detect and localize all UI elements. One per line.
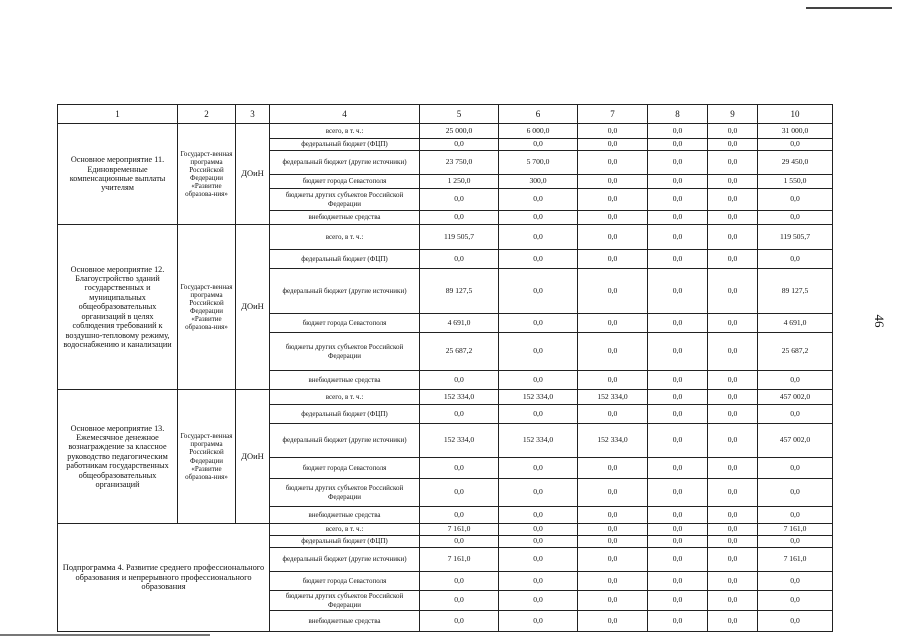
amount-cell: 0,0	[648, 314, 708, 333]
amount-cell: 0,0	[758, 405, 833, 424]
funding-source: внебюджетные средства	[270, 611, 420, 632]
amount-cell: 0,0	[708, 611, 758, 632]
column-header: 6	[499, 105, 578, 124]
amount-cell: 89 127,5	[420, 269, 499, 314]
amount-cell: 0,0	[420, 611, 499, 632]
table-row	[58, 225, 833, 250]
amount-cell: 0,0	[578, 269, 648, 314]
amount-cell: 0,0	[648, 124, 708, 139]
amount-cell: 0,0	[708, 269, 758, 314]
funding-source: бюджет города Севастополя	[270, 458, 420, 479]
program-name: Государст-венная программа Российской Федерации «Развитие образова-ния»	[178, 225, 236, 390]
amount-cell: 0,0	[578, 139, 648, 151]
amount-cell: 0,0	[578, 507, 648, 524]
table-row	[58, 524, 833, 536]
amount-cell: 0,0	[499, 225, 578, 250]
funding-source: внебюджетные средства	[270, 371, 420, 390]
amount-cell: 0,0	[758, 189, 833, 211]
amount-cell: 0,0	[648, 333, 708, 371]
amount-cell: 0,0	[499, 314, 578, 333]
amount-cell: 0,0	[578, 189, 648, 211]
amount-cell: 0,0	[708, 572, 758, 591]
amount-cell: 0,0	[648, 479, 708, 507]
amount-cell: 0,0	[648, 507, 708, 524]
amount-cell: 0,0	[708, 175, 758, 189]
amount-cell: 0,0	[420, 591, 499, 611]
amount-cell: 0,0	[420, 189, 499, 211]
header-row	[58, 105, 833, 124]
funding-source: бюджеты других субъектов Российской Федерации	[270, 333, 420, 371]
amount-cell: 0,0	[708, 479, 758, 507]
amount-cell: 25 687,2	[420, 333, 499, 371]
amount-cell: 457 002,0	[758, 424, 833, 458]
amount-cell: 0,0	[420, 371, 499, 390]
amount-cell: 23 750,0	[420, 151, 499, 175]
amount-cell: 0,0	[758, 507, 833, 524]
amount-cell: 1 250,0	[420, 175, 499, 189]
amount-cell: 0,0	[758, 611, 833, 632]
amount-cell: 0,0	[648, 225, 708, 250]
amount-cell: 0,0	[420, 405, 499, 424]
amount-cell: 0,0	[708, 536, 758, 548]
amount-cell: 0,0	[578, 458, 648, 479]
amount-cell: 0,0	[578, 225, 648, 250]
amount-cell: 0,0	[578, 524, 648, 536]
amount-cell: 0,0	[499, 458, 578, 479]
amount-cell: 0,0	[499, 405, 578, 424]
amount-cell: 152 334,0	[578, 424, 648, 458]
amount-cell: 0,0	[648, 250, 708, 269]
amount-cell: 0,0	[648, 611, 708, 632]
amount-cell: 29 450,0	[758, 151, 833, 175]
funding-source: федеральный бюджет (ФЦП)	[270, 139, 420, 151]
funding-source: федеральный бюджет (другие источники)	[270, 548, 420, 572]
amount-cell: 0,0	[578, 211, 648, 225]
amount-cell: 0,0	[648, 390, 708, 405]
amount-cell: 152 334,0	[499, 424, 578, 458]
funding-source: бюджеты других субъектов Российской Федерации	[270, 591, 420, 611]
amount-cell: 0,0	[420, 572, 499, 591]
column-header: 7	[578, 105, 648, 124]
column-header: 10	[758, 105, 833, 124]
amount-cell: 25 000,0	[420, 124, 499, 139]
amount-cell: 7 161,0	[758, 548, 833, 572]
amount-cell: 0,0	[578, 314, 648, 333]
event-name: Основное мероприятие 11. Единовременные компенсационные выплаты учителям	[58, 124, 178, 225]
amount-cell: 0,0	[758, 572, 833, 591]
amount-cell: 0,0	[420, 458, 499, 479]
amount-cell: 0,0	[758, 591, 833, 611]
amount-cell: 0,0	[578, 536, 648, 548]
amount-cell: 0,0	[499, 536, 578, 548]
amount-cell: 300,0	[499, 175, 578, 189]
amount-cell: 0,0	[648, 189, 708, 211]
amount-cell: 31 000,0	[758, 124, 833, 139]
funding-source: бюджет города Севастополя	[270, 175, 420, 189]
amount-cell: 5 700,0	[499, 151, 578, 175]
amount-cell: 0,0	[648, 424, 708, 458]
amount-cell: 0,0	[758, 371, 833, 390]
amount-cell: 0,0	[499, 524, 578, 536]
amount-cell: 0,0	[758, 211, 833, 225]
amount-cell: 0,0	[499, 269, 578, 314]
amount-cell: 0,0	[648, 371, 708, 390]
amount-cell: 0,0	[708, 225, 758, 250]
funding-source: внебюджетные средства	[270, 507, 420, 524]
amount-cell: 0,0	[420, 250, 499, 269]
amount-cell: 0,0	[648, 591, 708, 611]
amount-cell: 89 127,5	[758, 269, 833, 314]
amount-cell: 0,0	[708, 591, 758, 611]
funding-source: всего, в т. ч.:	[270, 225, 420, 250]
column-header: 3	[236, 105, 270, 124]
amount-cell: 0,0	[758, 536, 833, 548]
column-header: 1	[58, 105, 178, 124]
amount-cell: 0,0	[758, 458, 833, 479]
amount-cell: 0,0	[708, 124, 758, 139]
executor: ДОиН	[236, 390, 270, 524]
amount-cell: 0,0	[578, 124, 648, 139]
amount-cell: 0,0	[420, 507, 499, 524]
amount-cell: 0,0	[420, 211, 499, 225]
amount-cell: 0,0	[578, 405, 648, 424]
amount-cell: 0,0	[708, 333, 758, 371]
amount-cell: 6 000,0	[499, 124, 578, 139]
amount-cell: 0,0	[499, 139, 578, 151]
amount-cell: 0,0	[499, 611, 578, 632]
column-header: 4	[270, 105, 420, 124]
column-header: 8	[648, 105, 708, 124]
executor: ДОиН	[236, 124, 270, 225]
amount-cell: 0,0	[578, 611, 648, 632]
amount-cell: 0,0	[708, 211, 758, 225]
amount-cell: 152 334,0	[420, 424, 499, 458]
subprogram-title: Подпрограмма 4. Развитие среднего профессионального образования и непрерывного профессионального образования	[58, 524, 270, 632]
amount-cell: 0,0	[708, 424, 758, 458]
amount-cell: 0,0	[648, 548, 708, 572]
amount-cell: 0,0	[420, 139, 499, 151]
table-row	[58, 390, 833, 405]
program-name: Государст-венная программа Российской Федерации «Развитие образова-ния»	[178, 390, 236, 524]
amount-cell: 0,0	[708, 548, 758, 572]
funding-source: всего, в т. ч.:	[270, 390, 420, 405]
column-header: 9	[708, 105, 758, 124]
amount-cell: 0,0	[499, 548, 578, 572]
table-row	[58, 124, 833, 139]
amount-cell: 0,0	[578, 250, 648, 269]
amount-cell: 0,0	[708, 390, 758, 405]
amount-cell: 0,0	[499, 591, 578, 611]
amount-cell: 0,0	[648, 175, 708, 189]
amount-cell: 0,0	[578, 333, 648, 371]
amount-cell: 0,0	[648, 139, 708, 151]
amount-cell: 0,0	[648, 405, 708, 424]
amount-cell: 4 691,0	[758, 314, 833, 333]
amount-cell: 0,0	[578, 371, 648, 390]
amount-cell: 0,0	[578, 591, 648, 611]
amount-cell: 152 334,0	[420, 390, 499, 405]
amount-cell: 0,0	[578, 175, 648, 189]
funding-source: внебюджетные средства	[270, 211, 420, 225]
amount-cell: 0,0	[708, 458, 758, 479]
column-header: 5	[420, 105, 499, 124]
column-header: 2	[178, 105, 236, 124]
funding-source: федеральный бюджет (другие источники)	[270, 151, 420, 175]
amount-cell: 0,0	[708, 371, 758, 390]
amount-cell: 119 505,7	[758, 225, 833, 250]
amount-cell: 0,0	[648, 211, 708, 225]
amount-cell: 0,0	[648, 536, 708, 548]
amount-cell: 0,0	[708, 250, 758, 269]
event-name: Основное мероприятие 13. Ежемесячное денежное вознаграждение за классное руководство педагогическим работникам государственных общеобразовательных организаций	[58, 390, 178, 524]
amount-cell: 7 161,0	[420, 524, 499, 536]
funding-source: бюджет города Севастополя	[270, 314, 420, 333]
amount-cell: 0,0	[578, 572, 648, 591]
amount-cell: 0,0	[708, 314, 758, 333]
executor: ДОиН	[236, 225, 270, 390]
program-name: Государст-венная программа Российской Федерации «Развитие образова-ния»	[178, 124, 236, 225]
amount-cell: 0,0	[758, 479, 833, 507]
funding-source: федеральный бюджет (другие источники)	[270, 424, 420, 458]
amount-cell: 0,0	[499, 189, 578, 211]
event-name: Основное мероприятие 12. Благоустройство зданий государственных и муниципальных общеобразовательных организаций в целях соблюдения требований к воздушно-тепловому режиму, водоснабжению и канализации	[58, 225, 178, 390]
funding-source: федеральный бюджет (ФЦП)	[270, 536, 420, 548]
amount-cell: 0,0	[578, 548, 648, 572]
bottom-rule	[0, 634, 210, 636]
amount-cell: 0,0	[648, 458, 708, 479]
amount-cell: 4 691,0	[420, 314, 499, 333]
amount-cell: 0,0	[758, 250, 833, 269]
amount-cell: 0,0	[708, 139, 758, 151]
amount-cell: 0,0	[708, 405, 758, 424]
amount-cell: 0,0	[499, 250, 578, 269]
funding-source: федеральный бюджет (ФЦП)	[270, 250, 420, 269]
funding-source: федеральный бюджет (другие источники)	[270, 269, 420, 314]
amount-cell: 0,0	[708, 189, 758, 211]
amount-cell: 0,0	[758, 139, 833, 151]
funding-source: бюджет города Севастополя	[270, 572, 420, 591]
funding-source: бюджеты других субъектов Российской Федерации	[270, 479, 420, 507]
amount-cell: 0,0	[499, 211, 578, 225]
funding-source: всего, в т. ч.:	[270, 524, 420, 536]
amount-cell: 0,0	[708, 507, 758, 524]
amount-cell: 0,0	[648, 151, 708, 175]
amount-cell: 0,0	[708, 151, 758, 175]
amount-cell: 152 334,0	[578, 390, 648, 405]
amount-cell: 1 550,0	[758, 175, 833, 189]
amount-cell: 0,0	[578, 151, 648, 175]
amount-cell: 119 505,7	[420, 225, 499, 250]
amount-cell: 0,0	[420, 479, 499, 507]
amount-cell: 0,0	[578, 479, 648, 507]
amount-cell: 0,0	[648, 269, 708, 314]
amount-cell: 152 334,0	[499, 390, 578, 405]
amount-cell: 0,0	[499, 333, 578, 371]
amount-cell: 0,0	[420, 536, 499, 548]
top-rule	[806, 7, 892, 9]
amount-cell: 0,0	[648, 524, 708, 536]
amount-cell: 7 161,0	[758, 524, 833, 536]
amount-cell: 25 687,2	[758, 333, 833, 371]
amount-cell: 7 161,0	[420, 548, 499, 572]
amount-cell: 457 002,0	[758, 390, 833, 405]
amount-cell: 0,0	[648, 572, 708, 591]
funding-source: федеральный бюджет (ФЦП)	[270, 405, 420, 424]
funding-source: всего, в т. ч.:	[270, 124, 420, 139]
amount-cell: 0,0	[499, 507, 578, 524]
amount-cell: 0,0	[499, 572, 578, 591]
amount-cell: 0,0	[708, 524, 758, 536]
amount-cell: 0,0	[499, 479, 578, 507]
page-number: 46	[872, 314, 887, 328]
funding-source: бюджеты других субъектов Российской Федерации	[270, 189, 420, 211]
amount-cell: 0,0	[499, 371, 578, 390]
budget-table	[57, 104, 833, 632]
